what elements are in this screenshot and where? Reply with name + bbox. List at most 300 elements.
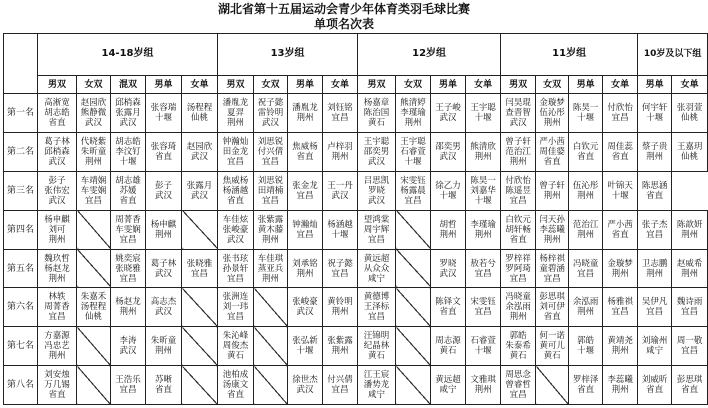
cell-line: 张洲连	[222, 292, 249, 303]
cell-line: 荆州	[681, 268, 699, 279]
cell-line: 郭皓	[577, 336, 595, 347]
cell-line: 吕思凯	[363, 175, 390, 186]
result-cell	[536, 210, 569, 249]
cell-line: 杨雅祺	[607, 297, 633, 308]
cell-line: 查晋智	[505, 108, 531, 119]
result-cell	[182, 249, 218, 288]
rank-row	[4, 327, 708, 366]
result-cell	[466, 133, 501, 172]
result-cell	[111, 366, 146, 405]
cell-line: 宜昌	[646, 229, 664, 240]
result-cell	[323, 171, 358, 210]
cell-line: 郭皓	[509, 331, 527, 342]
cell-line: 刘可伊	[539, 302, 565, 313]
cell-line: 苏媛	[119, 185, 137, 196]
cell-line: 宜昌	[368, 234, 386, 245]
cell-line: 荆州	[577, 190, 595, 201]
cell-line: 武汉	[509, 118, 527, 129]
cell-line: 陈治国	[363, 108, 390, 119]
rank-row	[4, 288, 708, 327]
cell-line: 荆州	[262, 234, 280, 245]
cell-line: 胡轩畅	[505, 224, 531, 235]
cell-line: 伍沁彤	[539, 108, 565, 119]
cell-line: 徐世杰	[292, 375, 318, 386]
cell-line: 省直	[611, 152, 629, 163]
result-cell	[358, 327, 396, 366]
cell-line: 刘威昕	[641, 375, 668, 386]
cell-line: 罗梓祥	[505, 253, 531, 264]
result-cell	[111, 210, 146, 249]
result-cell	[638, 288, 672, 327]
cell-line: 周俊杰	[222, 341, 249, 352]
result-cell	[254, 249, 288, 288]
cell-line: 荆州	[331, 152, 349, 163]
cell-line: 宜昌	[474, 268, 492, 279]
cell-line: 宜昌	[681, 307, 699, 318]
result-cell	[569, 288, 603, 327]
empty-cell	[396, 366, 431, 405]
cell-line: 十堰	[404, 157, 422, 168]
cell-line: 罗晓	[439, 258, 457, 269]
cell-line: 杨申麒	[44, 214, 70, 225]
cell-line: 夏羿	[227, 108, 245, 119]
cell-line: 闫天孙	[539, 214, 565, 225]
cell-line: 罗晓	[368, 185, 386, 196]
cell-line: 武汉	[331, 190, 349, 201]
event-header: 女单	[466, 75, 501, 93]
cell-line: 胡志皓	[44, 108, 70, 119]
cell-line: 江王宸	[363, 370, 390, 381]
cell-line: 张露月	[115, 108, 141, 119]
cell-line: 周菁香	[115, 214, 141, 225]
cell-line: 胡志雄	[115, 175, 141, 186]
cell-line: 张峻豪	[292, 297, 318, 308]
result-cell	[466, 327, 501, 366]
cell-line: 宜昌	[577, 268, 595, 279]
cell-line: 钟瀚灿	[222, 137, 249, 148]
cell-line: 赵威希	[676, 258, 703, 269]
result-cell	[638, 366, 672, 405]
rank-row	[4, 133, 708, 172]
cell-line: 宜昌	[368, 312, 386, 323]
cell-line: 王浩乐	[115, 375, 141, 386]
result-cell	[288, 327, 323, 366]
result-cell	[146, 366, 182, 405]
result-cell	[638, 249, 672, 288]
cell-line: 付欣怡	[505, 175, 531, 186]
cell-line: 宜昌	[474, 307, 492, 318]
result-cell	[501, 210, 536, 249]
empty-cell	[77, 210, 111, 249]
cell-line: 十堰	[154, 113, 172, 124]
cell-line: 武汉	[262, 118, 280, 129]
cell-line: 宜昌	[191, 268, 209, 279]
group-header-row	[4, 34, 708, 76]
result-cell	[38, 366, 77, 405]
cell-line: 李瑾瑜	[400, 108, 426, 119]
result-cell	[569, 171, 603, 210]
result-cell	[672, 94, 708, 133]
cell-line: 张金龙	[292, 180, 318, 191]
document-title: 湖北省第十五届运动会青少年体育类羽毛球比赛	[217, 2, 470, 16]
cell-line: 高志杰	[150, 297, 177, 308]
cell-line: 伍沁彤	[572, 180, 599, 191]
cell-line: 宜昌	[611, 113, 629, 124]
cell-line: 武汉	[368, 195, 386, 206]
result-cell	[77, 94, 111, 133]
cell-line: 朱昕童	[80, 147, 107, 158]
cell-line: 宜昌	[331, 113, 349, 124]
cell-line: 王子峻	[435, 103, 461, 114]
result-cell	[672, 133, 708, 172]
result-cell	[254, 171, 288, 210]
empty-cell	[182, 210, 218, 249]
cell-line: 武汉	[84, 118, 102, 129]
result-cell	[111, 249, 146, 288]
cell-line: 武汉	[48, 157, 66, 168]
result-cell	[358, 366, 396, 405]
cell-line: 省直	[611, 229, 629, 240]
cell-line: 张书玹	[222, 253, 249, 264]
cell-line: 周宇辉	[363, 224, 390, 235]
result-cell	[218, 366, 254, 405]
rank-label: 第二名	[4, 133, 38, 172]
rank-row	[4, 210, 708, 249]
cell-line: 杨嘉章	[363, 98, 390, 109]
result-cell	[603, 327, 638, 366]
cell-line: 代晓紫	[80, 137, 107, 148]
cell-line: 陈铎文	[435, 297, 461, 308]
cell-line: 宜昌	[84, 195, 102, 206]
cell-line: 黄石	[368, 351, 386, 362]
cell-line: 省直	[119, 195, 137, 206]
cell-line: 周佳婆	[539, 147, 565, 158]
result-cell	[218, 171, 254, 210]
cell-line: 荆州	[543, 234, 561, 245]
cell-line: 省直	[543, 312, 561, 323]
cell-line: 刘思锐	[257, 137, 284, 148]
result-cell	[431, 171, 466, 210]
cell-line: 车佳炫	[222, 214, 249, 225]
empty-cell	[396, 288, 431, 327]
cell-line: 邱梢森	[44, 147, 70, 158]
rank-label: 第六名	[4, 288, 38, 327]
result-cell	[146, 210, 182, 249]
result-cell	[603, 133, 638, 172]
cell-line: 十堰	[474, 113, 492, 124]
rank-label: 第五名	[4, 249, 38, 288]
result-cell	[638, 327, 672, 366]
cell-line: 省直	[646, 190, 664, 201]
cell-line: 荆州	[331, 307, 349, 318]
result-cell	[323, 133, 358, 172]
cell-line: 荆州	[474, 152, 492, 163]
result-cell	[501, 171, 536, 210]
cell-line: 省直	[48, 390, 66, 401]
event-header: 男双	[218, 75, 254, 93]
cell-line: 宋雯钰	[470, 297, 496, 308]
cell-line: 葛子林	[44, 137, 70, 148]
cell-line: 武汉	[368, 157, 386, 168]
result-cell	[603, 210, 638, 249]
age-group-header: 13岁组	[218, 34, 358, 76]
result-cell	[672, 210, 708, 249]
cell-line: 荆州	[154, 229, 172, 240]
empty-cell	[77, 366, 111, 405]
event-header: 男单	[638, 75, 672, 93]
cell-line: 池柏成	[222, 370, 249, 381]
cell-line: 焦威杨	[222, 175, 249, 186]
result-cell	[358, 171, 396, 210]
cell-line: 葛子林	[150, 258, 177, 269]
result-cell	[38, 249, 77, 288]
result-cell	[396, 94, 431, 133]
result-cell	[288, 171, 323, 210]
cell-line: 武汉	[439, 152, 457, 163]
empty-cell	[77, 249, 111, 288]
cell-line: 汤康文	[222, 380, 249, 391]
cell-line: 金璇梦	[607, 258, 633, 269]
result-cell	[77, 171, 111, 210]
result-cell	[146, 249, 182, 288]
result-cell	[396, 171, 431, 210]
rank-label: 第三名	[4, 171, 38, 210]
result-cell	[638, 210, 672, 249]
cell-line: 陈遥昱	[505, 185, 531, 196]
cell-line: 荆州	[474, 229, 492, 240]
cell-line: 彭子	[154, 180, 172, 191]
cell-line: 宜昌	[509, 273, 527, 284]
cell-line: 张子杰	[641, 219, 668, 230]
cell-line: 荆州	[577, 307, 595, 318]
cell-line: 黄德博	[363, 292, 390, 303]
cell-line: 车雯娴	[80, 185, 107, 196]
cell-line: 熊静微	[80, 108, 107, 119]
cell-line: 武汉	[191, 152, 209, 163]
cell-line: 朱昕童	[150, 336, 177, 347]
result-cell	[77, 133, 111, 172]
event-header: 男单	[569, 75, 603, 93]
cell-line: 祝子懿	[257, 98, 284, 109]
cell-line: 荆州	[404, 118, 422, 129]
cell-line: 童碧涵	[539, 263, 565, 274]
result-cell	[672, 366, 708, 405]
cell-line: 敖若兮	[470, 258, 496, 269]
cell-line: 潘势龙	[363, 380, 390, 391]
event-header: 男双	[501, 75, 536, 93]
cell-line: 张容瑞	[150, 103, 177, 114]
result-cell	[501, 94, 536, 133]
cell-line: 熊清欣	[470, 142, 496, 153]
cell-line: 宜昌	[296, 190, 314, 201]
cell-line: 杨赵龙	[115, 297, 141, 308]
cell-line: 黄木藤	[257, 224, 284, 235]
cell-line: 蔡子贵	[641, 142, 668, 153]
cell-line: 陈昊一	[572, 103, 599, 114]
cell-line: 荆州	[474, 385, 492, 396]
result-cell	[431, 288, 466, 327]
event-header: 女双	[77, 75, 111, 93]
rank-row	[4, 94, 708, 133]
cell-line: 王宇聪	[400, 137, 426, 148]
cell-line: 罗阿琦	[505, 263, 531, 274]
cell-line: 荆州	[84, 157, 102, 168]
result-cell	[466, 171, 501, 210]
cell-line: 陈思涵	[641, 180, 668, 191]
result-cell	[111, 327, 146, 366]
result-cell	[323, 94, 358, 133]
cell-line: 黄石	[509, 351, 527, 362]
cell-line: 李蕊曦	[607, 375, 633, 386]
cell-line: 汤程程	[80, 302, 107, 313]
cell-line: 白钦元	[505, 214, 531, 225]
cell-line: 陈歆妍	[676, 219, 703, 230]
cell-line: 石睿萱	[400, 147, 426, 158]
age-group-header: 14-18岁组	[38, 34, 218, 76]
cell-line: 十堰	[474, 195, 492, 206]
cell-line: 冯晓童	[572, 258, 599, 269]
cell-line: 十堰	[331, 229, 349, 240]
cell-line: 杨涵越	[222, 185, 249, 196]
cell-line: 范治江	[505, 147, 531, 158]
rank-label: 第七名	[4, 327, 38, 366]
cell-line: 曾睿哲	[505, 380, 531, 391]
result-cell	[254, 94, 288, 133]
cell-line: 宜昌	[262, 195, 280, 206]
cell-line: 十堰	[474, 346, 492, 357]
result-cell	[431, 249, 466, 288]
result-cell	[288, 288, 323, 327]
result-cell	[603, 171, 638, 210]
cell-line: 曾子轩	[505, 137, 531, 148]
ranking-table	[3, 33, 708, 405]
cell-line: 石睿萱	[470, 336, 496, 347]
cell-line: 荆州	[439, 229, 457, 240]
cell-line: 雷铃明	[257, 108, 284, 119]
result-cell	[672, 249, 708, 288]
cell-line: 张晓雅	[186, 258, 213, 269]
empty-cell	[182, 366, 218, 405]
cell-line: 宜昌	[543, 273, 561, 284]
result-cell	[254, 133, 288, 172]
cell-line: 周思念	[505, 370, 531, 381]
result-cell	[77, 288, 111, 327]
cell-line: 车佳琪	[257, 253, 284, 264]
cell-line: 荆州	[296, 113, 314, 124]
cell-line: 省直	[543, 157, 561, 168]
rank-row	[4, 366, 708, 405]
cell-line: 宜昌	[48, 312, 66, 323]
cell-line: 彭子	[48, 175, 66, 186]
cell-line: 黄石	[439, 346, 457, 357]
result-cell	[358, 94, 396, 133]
cell-line: 李涛	[119, 336, 137, 347]
result-cell	[431, 210, 466, 249]
event-header-row	[4, 75, 708, 93]
cell-line: 荆州	[509, 312, 527, 323]
cell-line: 林轶	[48, 292, 66, 303]
result-cell	[569, 327, 603, 366]
result-cell	[431, 327, 466, 366]
cell-line: 何宇轩	[641, 103, 668, 114]
cell-line: 朱沁峰	[222, 331, 249, 342]
result-cell	[501, 133, 536, 172]
result-cell	[218, 249, 254, 288]
cell-line: 赵园欣	[186, 142, 213, 153]
cell-line: 荆州	[646, 152, 664, 163]
result-cell	[323, 210, 358, 249]
cell-line: 余泓雨	[572, 297, 599, 308]
cell-line: 周菁香	[44, 302, 70, 313]
result-cell	[38, 327, 77, 366]
cell-line: 宜昌	[262, 157, 280, 168]
cell-line: 张晓雅	[115, 263, 141, 274]
cell-line: 刘思锐	[257, 175, 284, 186]
cell-line: 彭思琪	[539, 292, 565, 303]
cell-line: 宜昌	[331, 268, 349, 279]
cell-line: 杨梓祺	[539, 253, 565, 264]
result-cell	[358, 288, 396, 327]
cell-line: 张弘新	[292, 336, 318, 347]
result-cell	[638, 94, 672, 133]
age-group-header: 10岁及以下组	[638, 34, 708, 76]
cell-line: 余泓雨	[505, 302, 531, 313]
result-cell	[323, 327, 358, 366]
corner-cell	[4, 34, 38, 94]
cell-line: 冯忠艺	[44, 341, 70, 352]
cell-line: 荆州	[611, 346, 629, 357]
result-cell	[638, 171, 672, 210]
cell-line: 汪锦明	[363, 331, 390, 342]
cell-line: 荆州	[577, 229, 595, 240]
cell-line: 彭思琪	[676, 375, 703, 386]
cell-line: 宋雯钰	[400, 175, 426, 186]
result-cell	[38, 94, 77, 133]
cell-line: 咸宁	[368, 390, 386, 401]
cell-line: 省直	[509, 234, 527, 245]
cell-line: 省直	[227, 195, 245, 206]
result-cell	[466, 94, 501, 133]
cell-line: 十堰	[611, 190, 629, 201]
cell-line: 杨涵越	[327, 219, 353, 230]
cell-line: 十堰	[296, 346, 314, 357]
cell-line: 荆州	[611, 385, 629, 396]
result-cell	[288, 366, 323, 405]
empty-cell	[396, 210, 431, 249]
result-cell	[536, 171, 569, 210]
cell-line: 汤程程	[186, 103, 213, 114]
result-cell	[146, 133, 182, 172]
cell-line: 车靖娴	[80, 175, 107, 186]
cell-line: 刘安烛	[44, 370, 70, 381]
cell-line: 刘瑜州	[641, 336, 668, 347]
result-cell	[501, 249, 536, 288]
cell-line: 仙桃	[191, 113, 209, 124]
result-cell	[431, 133, 466, 172]
cell-line: 刘钰铭	[327, 103, 353, 114]
empty-cell	[254, 366, 288, 405]
cell-line: 宜昌	[509, 390, 527, 401]
event-header: 男单	[146, 75, 182, 93]
cell-line: 仙桃	[681, 152, 699, 163]
result-cell	[603, 94, 638, 133]
result-cell	[111, 288, 146, 327]
age-group-header: 12岁组	[358, 34, 501, 76]
cell-line: 金璇梦	[539, 98, 565, 109]
cell-line: 从众众	[363, 263, 390, 274]
cell-line: 咸宁	[439, 385, 457, 396]
cell-line: 荆州	[681, 229, 699, 240]
